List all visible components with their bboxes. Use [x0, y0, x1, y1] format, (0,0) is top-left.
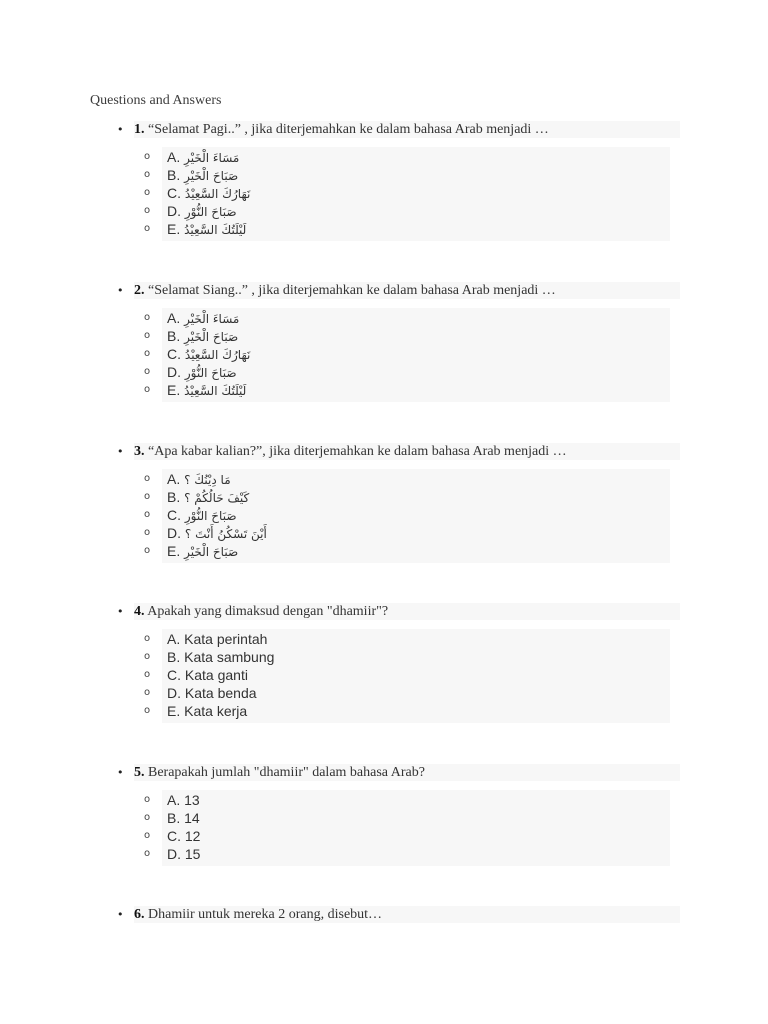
option-letter: B. — [167, 328, 181, 344]
answer-option — [167, 345, 250, 364]
option-bullet: o — [144, 223, 151, 234]
question-bullet: • — [117, 908, 124, 921]
option-letter: D. — [167, 685, 181, 701]
option-bullet: o — [144, 830, 151, 841]
option-arabic-text: صَبَاحَ النُّوْرِ — [184, 366, 237, 380]
answer-option — [167, 702, 247, 720]
option-text: Kata kerja — [184, 703, 248, 719]
option-bullet: o — [144, 794, 151, 805]
option-letter: A. — [167, 149, 181, 165]
question-prompt: Dhamiir untuk mereka 2 orang, disebut… — [148, 907, 383, 922]
answer-option — [167, 184, 250, 203]
option-letter: D. — [167, 203, 181, 219]
option-letter: E. — [167, 703, 181, 719]
answer-option — [167, 809, 200, 827]
answer-option — [167, 845, 200, 863]
question-prompt: “Selamat Siang..” , jika diterjemahkan ke dalam bahasa Arab menjadi … — [148, 283, 556, 298]
option-text: 15 — [184, 846, 201, 862]
question-text — [134, 906, 680, 923]
answer-option — [167, 470, 231, 489]
answer-option — [167, 488, 249, 507]
option-letter: E. — [167, 221, 181, 237]
question-bullet: • — [117, 284, 124, 297]
option-bullet: o — [144, 509, 151, 520]
option-letter: E. — [167, 382, 181, 398]
option-bullet: o — [144, 705, 151, 716]
question-text — [134, 282, 680, 299]
option-letter: A. — [167, 471, 181, 487]
question-text — [134, 443, 680, 460]
option-letter: C. — [167, 828, 181, 844]
option-arabic-text: صَبَاحَ الْخَيْرِ — [184, 169, 239, 183]
question-bullet: • — [117, 123, 124, 136]
option-letter: B. — [167, 489, 181, 505]
option-bullet: o — [144, 312, 151, 323]
option-letter: D. — [167, 846, 181, 862]
option-text: Kata sambung — [184, 649, 275, 665]
answer-option — [167, 363, 237, 382]
option-arabic-text: لَيْلَتُكَ السَّعِيْدُ — [184, 223, 247, 237]
option-letter: D. — [167, 525, 181, 541]
option-bullet: o — [144, 633, 151, 644]
answer-option — [167, 220, 246, 239]
question-number: 5. — [134, 765, 145, 780]
answer-option — [167, 309, 239, 328]
option-text: 14 — [184, 810, 200, 826]
answer-option — [167, 791, 200, 809]
option-arabic-text: مَسَاءَ الْخَيْرِ — [184, 312, 240, 326]
question-bullet: • — [117, 445, 124, 458]
answer-option — [167, 166, 238, 185]
question-prompt: “Selamat Pagi..” , jika diterjemahkan ke dalam bahasa Arab menjadi … — [148, 122, 549, 137]
option-bullet: o — [144, 812, 151, 823]
question-bullet: • — [117, 766, 124, 779]
question-text — [134, 121, 680, 138]
option-bullet: o — [144, 473, 151, 484]
option-letter: C. — [167, 346, 181, 362]
question-number: 2. — [134, 283, 145, 298]
option-text: 12 — [184, 828, 201, 844]
option-arabic-text: صَبَاحَ النُّوْرِ — [184, 205, 237, 219]
question-number: 6. — [134, 907, 145, 922]
option-bullet: o — [144, 527, 151, 538]
question-prompt: “Apa kabar kalian?”, jika diterjemahkan ke dalam bahasa Arab menjadi … — [148, 444, 567, 459]
answer-option — [167, 684, 257, 702]
answer-option — [167, 630, 267, 648]
option-arabic-text: لَيْلَتُكَ السَّعِيْدُ — [184, 384, 247, 398]
answer-option — [167, 202, 237, 221]
question-number: 4. — [134, 604, 145, 619]
option-arabic-text: مَا دِيْنُكَ ؟ — [184, 473, 231, 487]
question-text — [134, 603, 680, 620]
option-bullet: o — [144, 366, 151, 377]
option-text: Kata benda — [184, 685, 257, 701]
option-letter: C. — [167, 185, 181, 201]
option-letter: B. — [167, 167, 181, 183]
option-bullet: o — [144, 687, 151, 698]
option-letter: E. — [167, 543, 181, 559]
option-arabic-text: مَسَاءَ الْخَيْرِ — [184, 151, 240, 165]
question-prompt: Berapakah jumlah "dhamiir" dalam bahasa Arab? — [148, 765, 425, 780]
option-bullet: o — [144, 491, 151, 502]
option-letter: C. — [167, 667, 181, 683]
options-background — [162, 469, 670, 563]
option-arabic-text: صَبَاحَ النُّوْرِ — [184, 509, 237, 523]
option-text: Kata perintah — [184, 631, 268, 647]
question-number: 3. — [134, 444, 145, 459]
option-arabic-text: نَهَارُكَ السَّعِيْدُ — [184, 187, 251, 201]
page-title: Questions and Answers — [90, 93, 222, 108]
option-bullet: o — [144, 187, 151, 198]
option-bullet: o — [144, 669, 151, 680]
option-letter: A. — [167, 792, 181, 808]
question-bullet: • — [117, 605, 124, 618]
option-arabic-text: كَيْفَ حَالُكُمْ ؟ — [184, 491, 250, 505]
answer-option — [167, 381, 246, 400]
option-bullet: o — [144, 384, 151, 395]
answer-option — [167, 506, 237, 525]
question-prompt: Apakah yang dimaksud dengan "dhamiir"? — [147, 604, 389, 619]
option-arabic-text: صَبَاحَ الْخَيْرِ — [184, 545, 239, 559]
option-letter: C. — [167, 507, 181, 523]
option-arabic-text: أَيْنَ تَسْكُنُ أَنْتَ ؟ — [184, 527, 267, 541]
option-bullet: o — [144, 151, 151, 162]
option-arabic-text: صَبَاحَ الْخَيْرِ — [184, 330, 239, 344]
answer-option — [167, 148, 239, 167]
option-bullet: o — [144, 205, 151, 216]
question-text — [134, 764, 680, 781]
option-bullet: o — [144, 348, 151, 359]
options-background — [162, 790, 670, 866]
answer-option — [167, 542, 238, 561]
option-letter: B. — [167, 810, 181, 826]
option-letter: A. — [167, 631, 181, 647]
option-letter: B. — [167, 649, 181, 665]
option-text: Kata ganti — [184, 667, 248, 683]
answer-option — [167, 524, 267, 543]
option-letter: D. — [167, 364, 181, 380]
option-bullet: o — [144, 169, 151, 180]
option-letter: A. — [167, 310, 181, 326]
answer-option — [167, 827, 200, 845]
option-text: 13 — [184, 792, 200, 808]
answer-option — [167, 666, 248, 684]
option-bullet: o — [144, 848, 151, 859]
answer-option — [167, 648, 274, 666]
question-number: 1. — [134, 122, 145, 137]
answer-option — [167, 327, 238, 346]
option-arabic-text: نَهَارُكَ السَّعِيْدُ — [184, 348, 251, 362]
option-bullet: o — [144, 651, 151, 662]
option-bullet: o — [144, 545, 151, 556]
option-bullet: o — [144, 330, 151, 341]
